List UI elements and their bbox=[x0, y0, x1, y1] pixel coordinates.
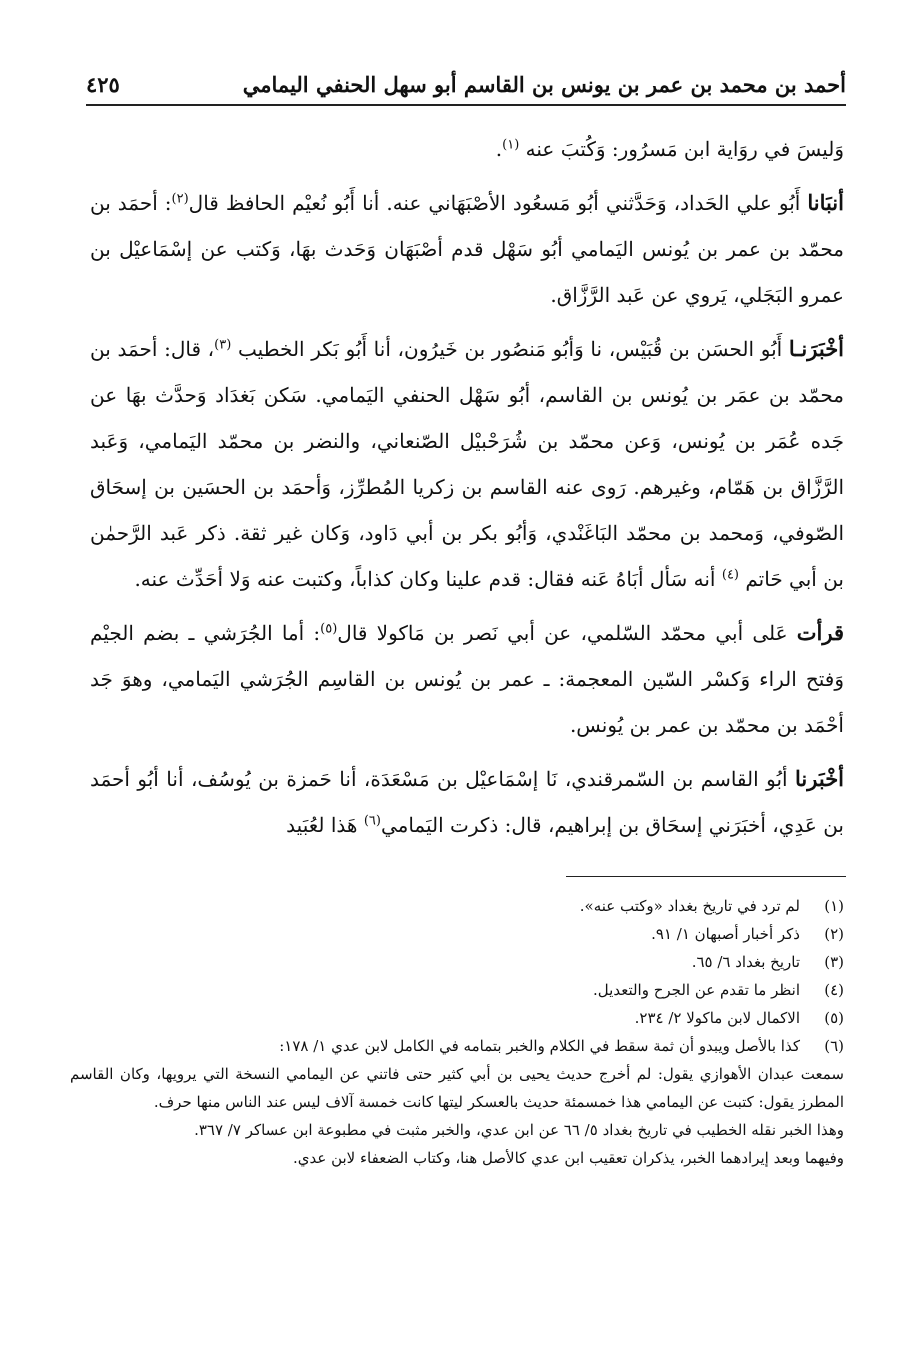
footnote-text: لم ترد في تاريخ بغداد «وكتب عنه». bbox=[579, 897, 800, 915]
paragraph-text: أنه سَأل أبَاهُ عَنه فقال: قدم علينا وكان كذاباً، وكتبت عنه وَلا أحَدِّث عنه. bbox=[134, 567, 716, 591]
footnote-number: (٥) bbox=[824, 1009, 844, 1027]
footnote-ref-5: (٥) bbox=[320, 621, 338, 637]
footnote-6 bbox=[70, 1032, 844, 1060]
paragraph-2 bbox=[90, 180, 844, 318]
footnote-4 bbox=[70, 976, 844, 1004]
footnote-ref-6: (٦) bbox=[363, 813, 381, 829]
footnote-number: (٣) bbox=[824, 953, 844, 971]
footnote-6-continuation-2: وهذا الخبر نقله الخطيب في تاريخ بغداد ٥/ ٦٦ عن ابن عدي، والخبر مثبت في مطبوعة ابن عساكر ٧/ ٣٦٧. bbox=[194, 1121, 844, 1139]
footnote-3 bbox=[70, 948, 844, 976]
footnote-6-continuation-3: وفيهما وبعد إيرادهما الخبر، يذكران تعقيب ابن عدي كالأصل هنا، وكتاب الضعفاء لابن عدي. bbox=[292, 1149, 844, 1167]
paragraph-text: أَبُو الحسَن بن قُبَيْس، نا وَأبُو مَنصُور بن خَيرُون، أنا أَبُو بَكر الخطيب bbox=[237, 337, 783, 361]
transmission-keyword: أنبَانا bbox=[807, 190, 844, 215]
paragraph-1 bbox=[90, 126, 844, 172]
footnote-ref-2: (٢) bbox=[171, 191, 189, 207]
paragraph-text: ، قال: أحمَد بن محمّد بن عمَر بن يُونس بن القاسم، أبُو سَهْل الحنفي اليَمامي. سَكن بَغدَاد وَحدَّث بهَا عن جَده عُمَر بن يُونس، وَعن محمّد بن شُرَحْبيْل الصّنعاني، والنضر بن محمّد اليَمامي، وَعَبد الرَّزَّاق بن هَمّام، وغيرهم. رَوى عنه القاسم بن زكريا المُطرِّز، وَأحمَد بن الحسَين بن إسحَاق الصّوفي، وَمحمد بن محمّد البَاغَنْدي، وَأبُو بكر بن أبي دَاود، وَكان غير ثقة. ذكر عَبد الرَّحمٰن بن أبي حَاتم bbox=[90, 337, 844, 591]
footnote-text: انظر ما تقدم عن الجرح والتعديل. bbox=[593, 981, 800, 999]
footnote-ref-3: (٣) bbox=[214, 337, 232, 353]
footnote-text: كذا بالأصل ويبدو أن ثمة سقط في الكلام والخبر بتمامه في الكامل لابن عدي ١/ ١٧٨: bbox=[279, 1037, 800, 1055]
footnote-ref-1: (١) bbox=[502, 137, 520, 153]
transmission-keyword: أخْبَرنا bbox=[795, 766, 845, 791]
footnote-6-continuation-1: سمعت عبدان الأهوازي يقول: لم أخرج حديث يحيى بن أبي كثير حتى فاتني عن اليمامي النسخة التي يرويها، وكان القاسم المطرز يقول: كتبت عن اليمامي هذا خمسمئة حديث بالعسكر ليتها كانت خمسة آلاف ليس عند الناس منها حرف. bbox=[70, 1065, 844, 1111]
main-text bbox=[90, 126, 844, 856]
paragraph-text: وَليسَ في روَاية ابن مَسرُور: وَكُتبَ عنه bbox=[525, 137, 844, 161]
footnotes bbox=[70, 892, 844, 1172]
footnote-ref-4: (٤) bbox=[721, 567, 739, 583]
transmission-keyword: أخْبَرَنـا bbox=[788, 336, 845, 361]
footnote-number: (٦) bbox=[824, 1037, 844, 1055]
transmission-keyword: قرأت bbox=[796, 620, 845, 645]
footnote-text: الاكمال لابن ماكولا ٢/ ٢٣٤. bbox=[634, 1009, 800, 1027]
paragraph-text: عَلى أبي محمّد السّلمي، عن أبي نَصر بن مَاكولا قال bbox=[337, 621, 788, 645]
paragraph-text: أَبُو علي الحَداد، وَحَدَّثني أبُو مَسعُود الأصْبَهَاني عنه. أنا أَبُو نُعيْم الحافظ قال bbox=[188, 191, 801, 215]
footnote-5 bbox=[70, 1004, 844, 1032]
paragraph-3 bbox=[90, 326, 844, 602]
footnote-number: (١) bbox=[824, 897, 844, 915]
footnote-1 bbox=[70, 892, 844, 920]
paragraph-text: أبُو القاسم بن السّمرقندي، نَا إسْمَاعيْل بن مَسْعَدَة، أنا حَمزة بن يُوسُف، أنا أبُو أحمَد بن عَدِي، أخبَرَني إسحَاق بن إبراهيم، قال: ذكرت اليَمامي bbox=[90, 767, 844, 837]
page-header bbox=[86, 64, 846, 106]
footnote-text: تاريخ بغداد ٦/ ٦٥. bbox=[691, 953, 800, 971]
footnote-separator bbox=[566, 876, 846, 877]
paragraph-text: . bbox=[495, 137, 503, 161]
paragraph-text: : أحمَد بن محمّد بن عمر بن يُونس اليَمامي أبُو سَهْل قدم أصْبَهَان وَحَدث بهَا، وَكتب عن إسْمَاعيْل بن عمرو البَجَلي، يَروي عن عَبد الرَّزَّاق. bbox=[90, 191, 844, 307]
paragraph-5 bbox=[90, 756, 844, 848]
footnote-text: ذكر أخبار أصبهان ١/ ٩١. bbox=[651, 925, 800, 943]
running-title: أحمد بن محمد بن عمر بن يونس بن القاسم أبو سهل الحنفي اليمامي bbox=[242, 71, 846, 97]
footnote-2 bbox=[70, 920, 844, 948]
paragraph-4 bbox=[90, 610, 844, 748]
footnote-number: (٤) bbox=[824, 981, 844, 999]
footnote-number: (٢) bbox=[824, 925, 844, 943]
page-number: ٤٢٥ bbox=[86, 71, 120, 97]
paragraph-text: هَذا لعُبَيد bbox=[286, 813, 358, 837]
paragraph-text: : أما الجُرَشي ـ بضم الجيْم وَفتح الراء وَكسْر السّين المعجمة: ـ عمر بن يُونس بن القاسِم الجُرَشي اليَمامي، وهوَ جَد أحْمَد بن محمّد بن عمر بن يُونس. bbox=[90, 621, 844, 737]
